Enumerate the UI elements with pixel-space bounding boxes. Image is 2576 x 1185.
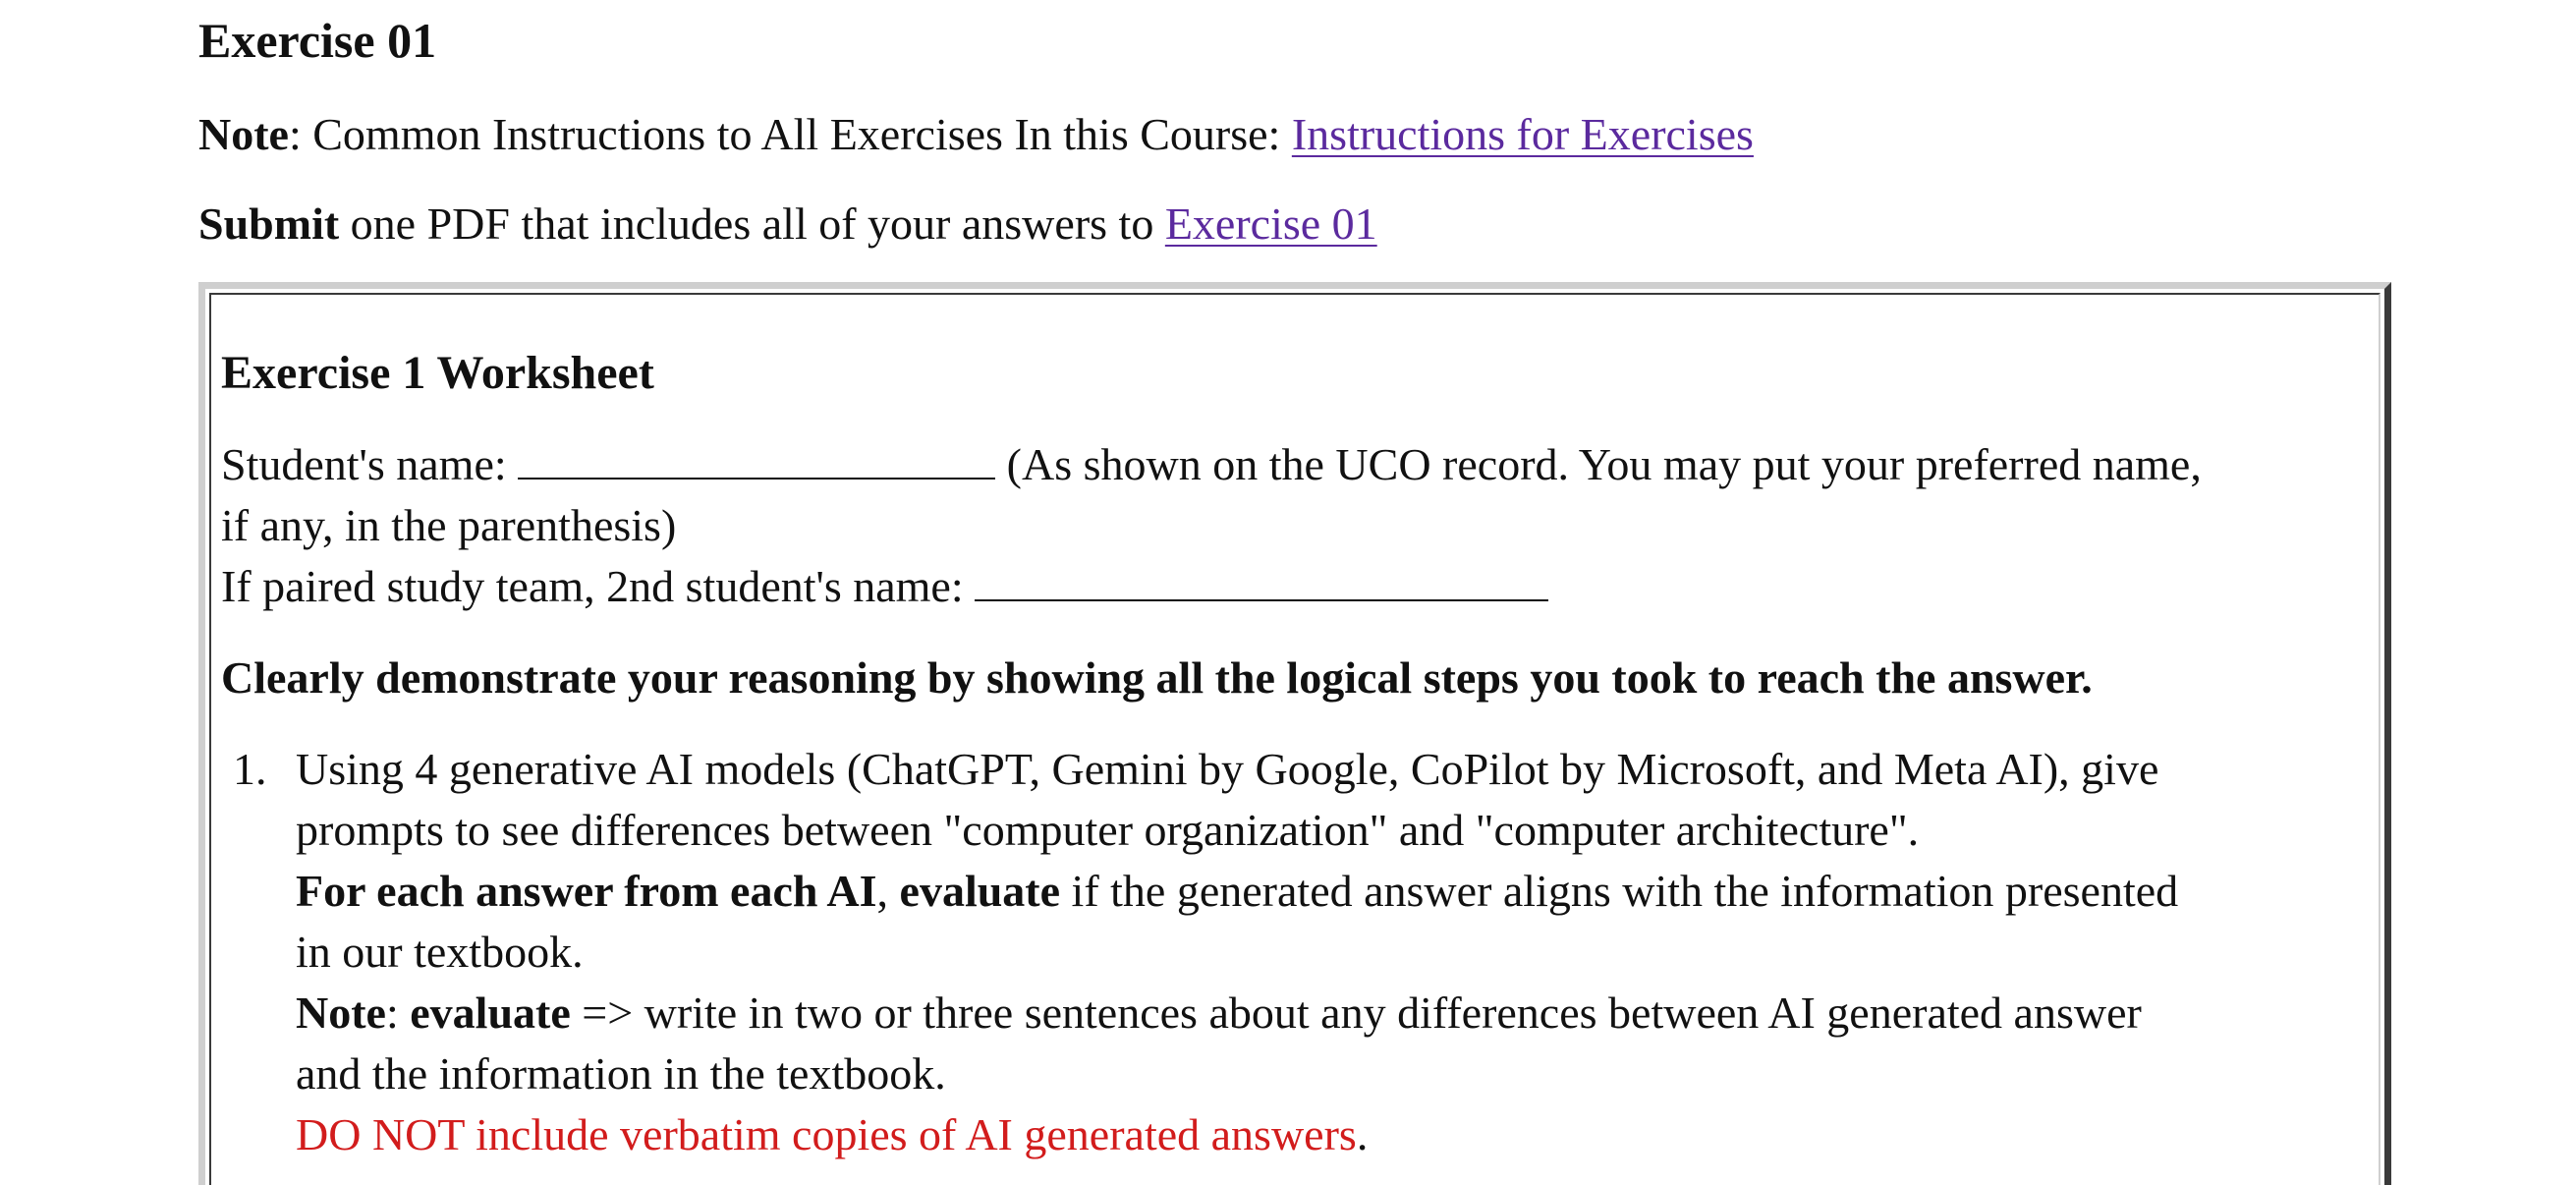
- question-line-1: Using 4 generative AI models (ChatGPT, Gemini by Google, CoPilot by Microsoft, and Meta AI), give: [296, 744, 2159, 794]
- submit-line: [198, 196, 1377, 253]
- question-note-label: Note: [296, 988, 386, 1038]
- question-line-2: prompts to see differences between "computer organization" and "computer architecture".: [296, 805, 1920, 855]
- student-name-note-continued: if any, in the parenthesis): [221, 500, 677, 550]
- student-name-blank: [518, 438, 995, 480]
- note-text: : Common Instructions to All Exercises In this Course:: [288, 109, 1292, 159]
- note-line: [198, 106, 1754, 163]
- warning-text: DO NOT include verbatim copies of AI generated answers: [296, 1109, 1357, 1159]
- evaluate-bold-1: For each answer from each AI: [296, 866, 877, 916]
- evaluate-line: [296, 861, 2369, 922]
- submit-label: Submit: [198, 198, 340, 249]
- question-note-line: [296, 983, 2369, 1044]
- question-note-colon: :: [385, 988, 411, 1038]
- evaluate-rest: if the generated answer aligns with the information presented: [1060, 866, 2179, 916]
- question-note-rest: => write in two or three sentences about any differences between AI generated answer: [570, 988, 2142, 1038]
- note-label: Note: [198, 109, 289, 159]
- question-note-evaluate: evaluate: [410, 988, 571, 1038]
- evaluate-bold-2: evaluate: [899, 866, 1061, 916]
- instructions-link[interactable]: Instructions for Exercises: [1291, 109, 1754, 159]
- worksheet-title: Exercise 1 Worksheet: [221, 347, 654, 399]
- second-student-blank: [975, 560, 1548, 601]
- question-note-line-2: and the information in the textbook.: [296, 1048, 946, 1099]
- second-student-row: [221, 556, 1548, 617]
- warning-period: .: [1356, 1109, 1369, 1159]
- evaluate-line-2: in our textbook.: [296, 927, 584, 977]
- reasoning-instruction: Clearly demonstrate your reasoning by showing all the logical steps you took to reach the answer.: [221, 652, 2093, 703]
- worksheet-inner-border: [209, 293, 2380, 1185]
- student-name-label: Student's name:: [221, 439, 519, 489]
- page-title: Exercise 01: [198, 13, 437, 68]
- student-name-note: (As shown on the UCO record. You may put your preferred name,: [995, 439, 2202, 489]
- second-student-label: If paired study team, 2nd student's name:: [221, 561, 976, 611]
- exercise-01-link[interactable]: Exercise 01: [1164, 198, 1377, 249]
- worksheet-box: [198, 282, 2391, 1185]
- question-number: 1.: [233, 744, 267, 794]
- question-body: [296, 739, 2369, 1165]
- student-name-row: [221, 434, 2202, 495]
- question-list: [221, 739, 2358, 1159]
- submit-text: one PDF that includes all of your answers to: [339, 198, 1165, 249]
- evaluate-comma: ,: [876, 866, 900, 916]
- warning-line: [296, 1104, 2369, 1165]
